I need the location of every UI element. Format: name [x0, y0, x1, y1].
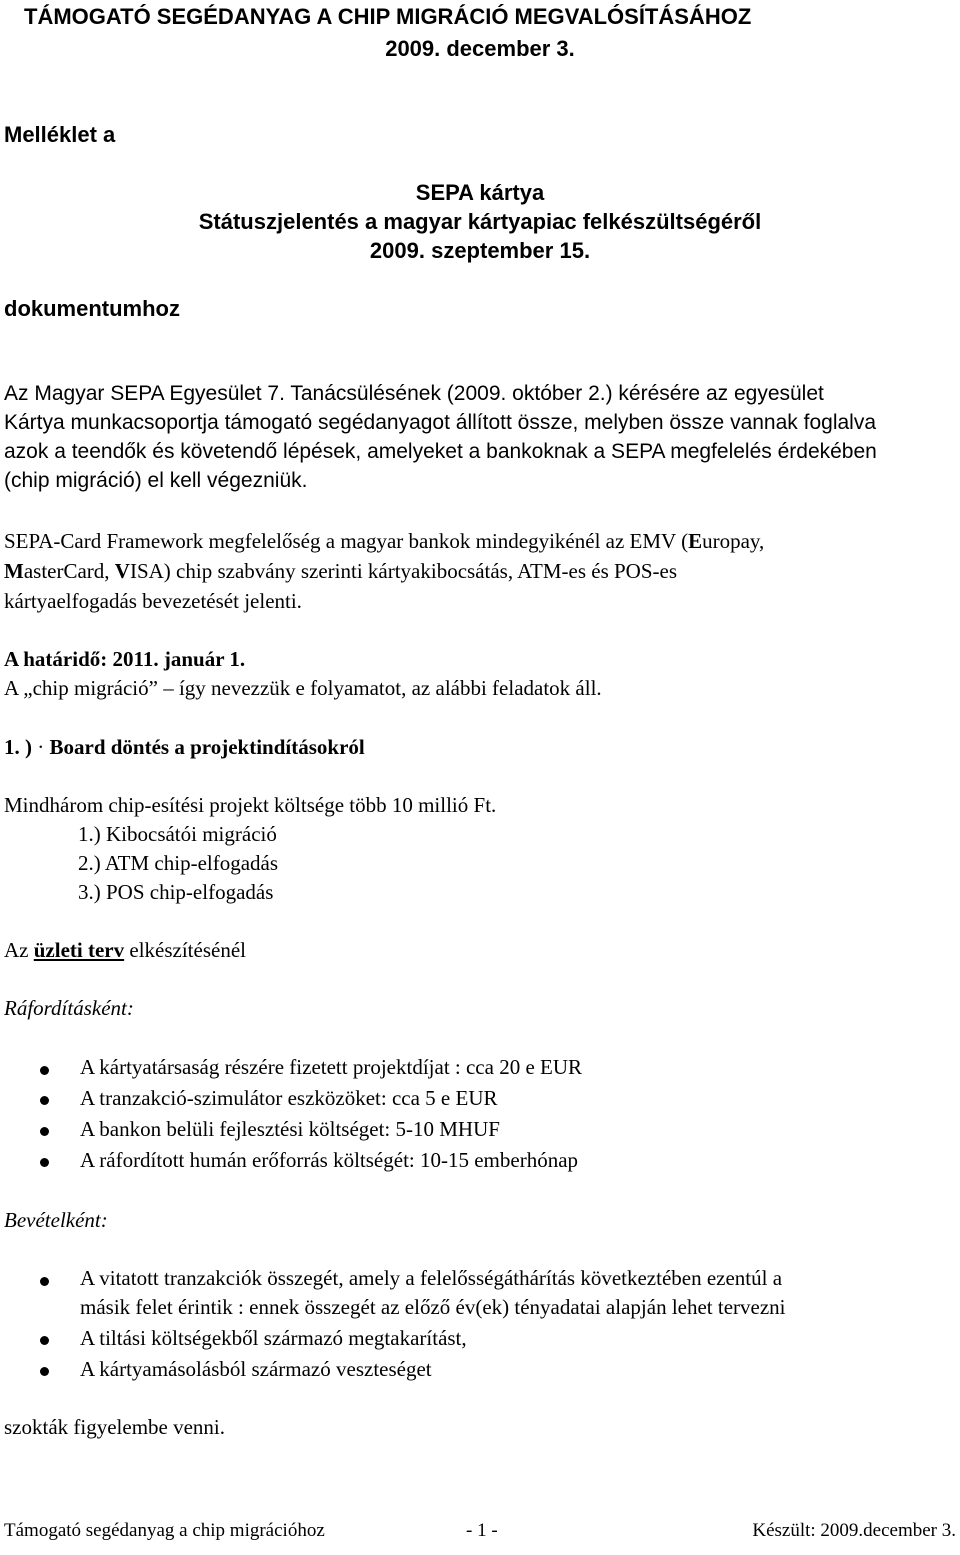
document-title: TÁMOGATÓ SEGÉDANYAG A CHIP MIGRÁCIÓ MEGVALÓSÍTÁSÁHOZ	[24, 4, 752, 29]
cost-item: A tranzakció-szimulátor eszközöket: cca 5 e EUR	[80, 1086, 498, 1110]
framework-line-3: kártyaelfogadás bevezetését jelenti.	[4, 589, 302, 613]
footer-page-number: - 1 -	[466, 1520, 498, 1541]
intro-line-2: Kártya munkacsoportja támogató segédanyagot állított össze, melyben össze vannak foglalva	[4, 411, 877, 434]
deadline-description: A „chip migráció” – így nevezzük e folyamatot, az alábbi feladatok áll.	[4, 676, 602, 700]
closing-line: szokták figyelembe venni.	[4, 1415, 226, 1439]
reference-date: 2009. szeptember 15.	[369, 238, 591, 263]
bullet-icon	[40, 1367, 49, 1376]
revenue-item-line-2: másik felet érintik : ennek összegét az előző év(ek) tényadatai alapján lehet tervezni	[80, 1295, 786, 1319]
costs-heading: Ráfordításként:	[4, 996, 134, 1020]
section-number: 1. )	[4, 735, 32, 759]
bullet-icon	[40, 1336, 49, 1345]
project-item: 3.) POS chip-elfogadás	[78, 880, 274, 904]
revenue-item: A tiltási költségekből származó megtakarítást,	[80, 1326, 467, 1350]
section-1-heading	[4, 735, 365, 760]
intro-line-1: Az Magyar SEPA Egyesület 7. Tanácsülésének (2009. október 2.) kérésére az egyesület	[4, 382, 824, 405]
annex-label-document: dokumentumhoz	[4, 296, 180, 321]
bullet-icon	[40, 1066, 49, 1075]
bullet-icon	[40, 1096, 49, 1105]
cost-item: A ráfordított humán erőforrás költségét: 10-15 emberhónap	[80, 1148, 579, 1172]
deadline-label: A határidő: 2011. január 1.	[4, 647, 246, 671]
document-date: 2009. december 3.	[385, 36, 575, 61]
intro-line-3: azok a teendők és követendő lépések, amelyeket a bankoknak a SEPA megfelelés érdekében	[4, 440, 877, 463]
footer-right: Készült: 2009.december 3.	[752, 1520, 956, 1541]
project-item: 1.) Kibocsátói migráció	[78, 822, 277, 846]
annex-label: Melléklet a	[4, 122, 116, 147]
cost-item: A bankon belüli fejlesztési költséget: 5-10 MHUF	[80, 1117, 500, 1141]
intro-line-4: (chip migráció) el kell végezniük.	[4, 469, 308, 492]
cost-item: A kártyatársaság részére fizetett projektdíjat : cca 20 e EUR	[80, 1055, 583, 1079]
bullet-icon	[40, 1277, 49, 1286]
bullet-icon	[40, 1158, 49, 1167]
section-title: Board döntés a projektindításokról	[49, 735, 365, 759]
framework-line-2: MasterCard, VISA) chip szabvány szerinti kártyakibocsátás, ATM-es és POS-es	[4, 559, 678, 583]
project-item: 2.) ATM chip-elfogadás	[78, 851, 279, 875]
revenue-item-line-1: A vitatott tranzakciók összegét, amely a felelősségáthárítás következtében ezentúl a	[80, 1266, 783, 1290]
reference-subtitle: Státuszjelentés a magyar kártyapiac felkészültségéről	[198, 209, 762, 234]
framework-line-1: SEPA-Card Framework megfelelőség a magyar bankok mindegyikénél az EMV (Europay,	[4, 529, 765, 553]
business-plan-line: Az üzleti terv elkészítésénél	[4, 938, 246, 962]
projects-intro: Mindhárom chip-esítési projekt költsége több 10 millió Ft.	[4, 793, 497, 817]
bullet-icon	[40, 1127, 49, 1136]
footer-left: Támogató segédanyag a chip migrációhoz	[4, 1520, 325, 1541]
reference-title: SEPA kártya	[415, 180, 545, 205]
revenues-heading: Bevételként:	[4, 1208, 108, 1232]
revenue-item: A kártyamásolásból származó veszteséget	[80, 1357, 432, 1381]
section-dot: ·	[37, 735, 45, 759]
